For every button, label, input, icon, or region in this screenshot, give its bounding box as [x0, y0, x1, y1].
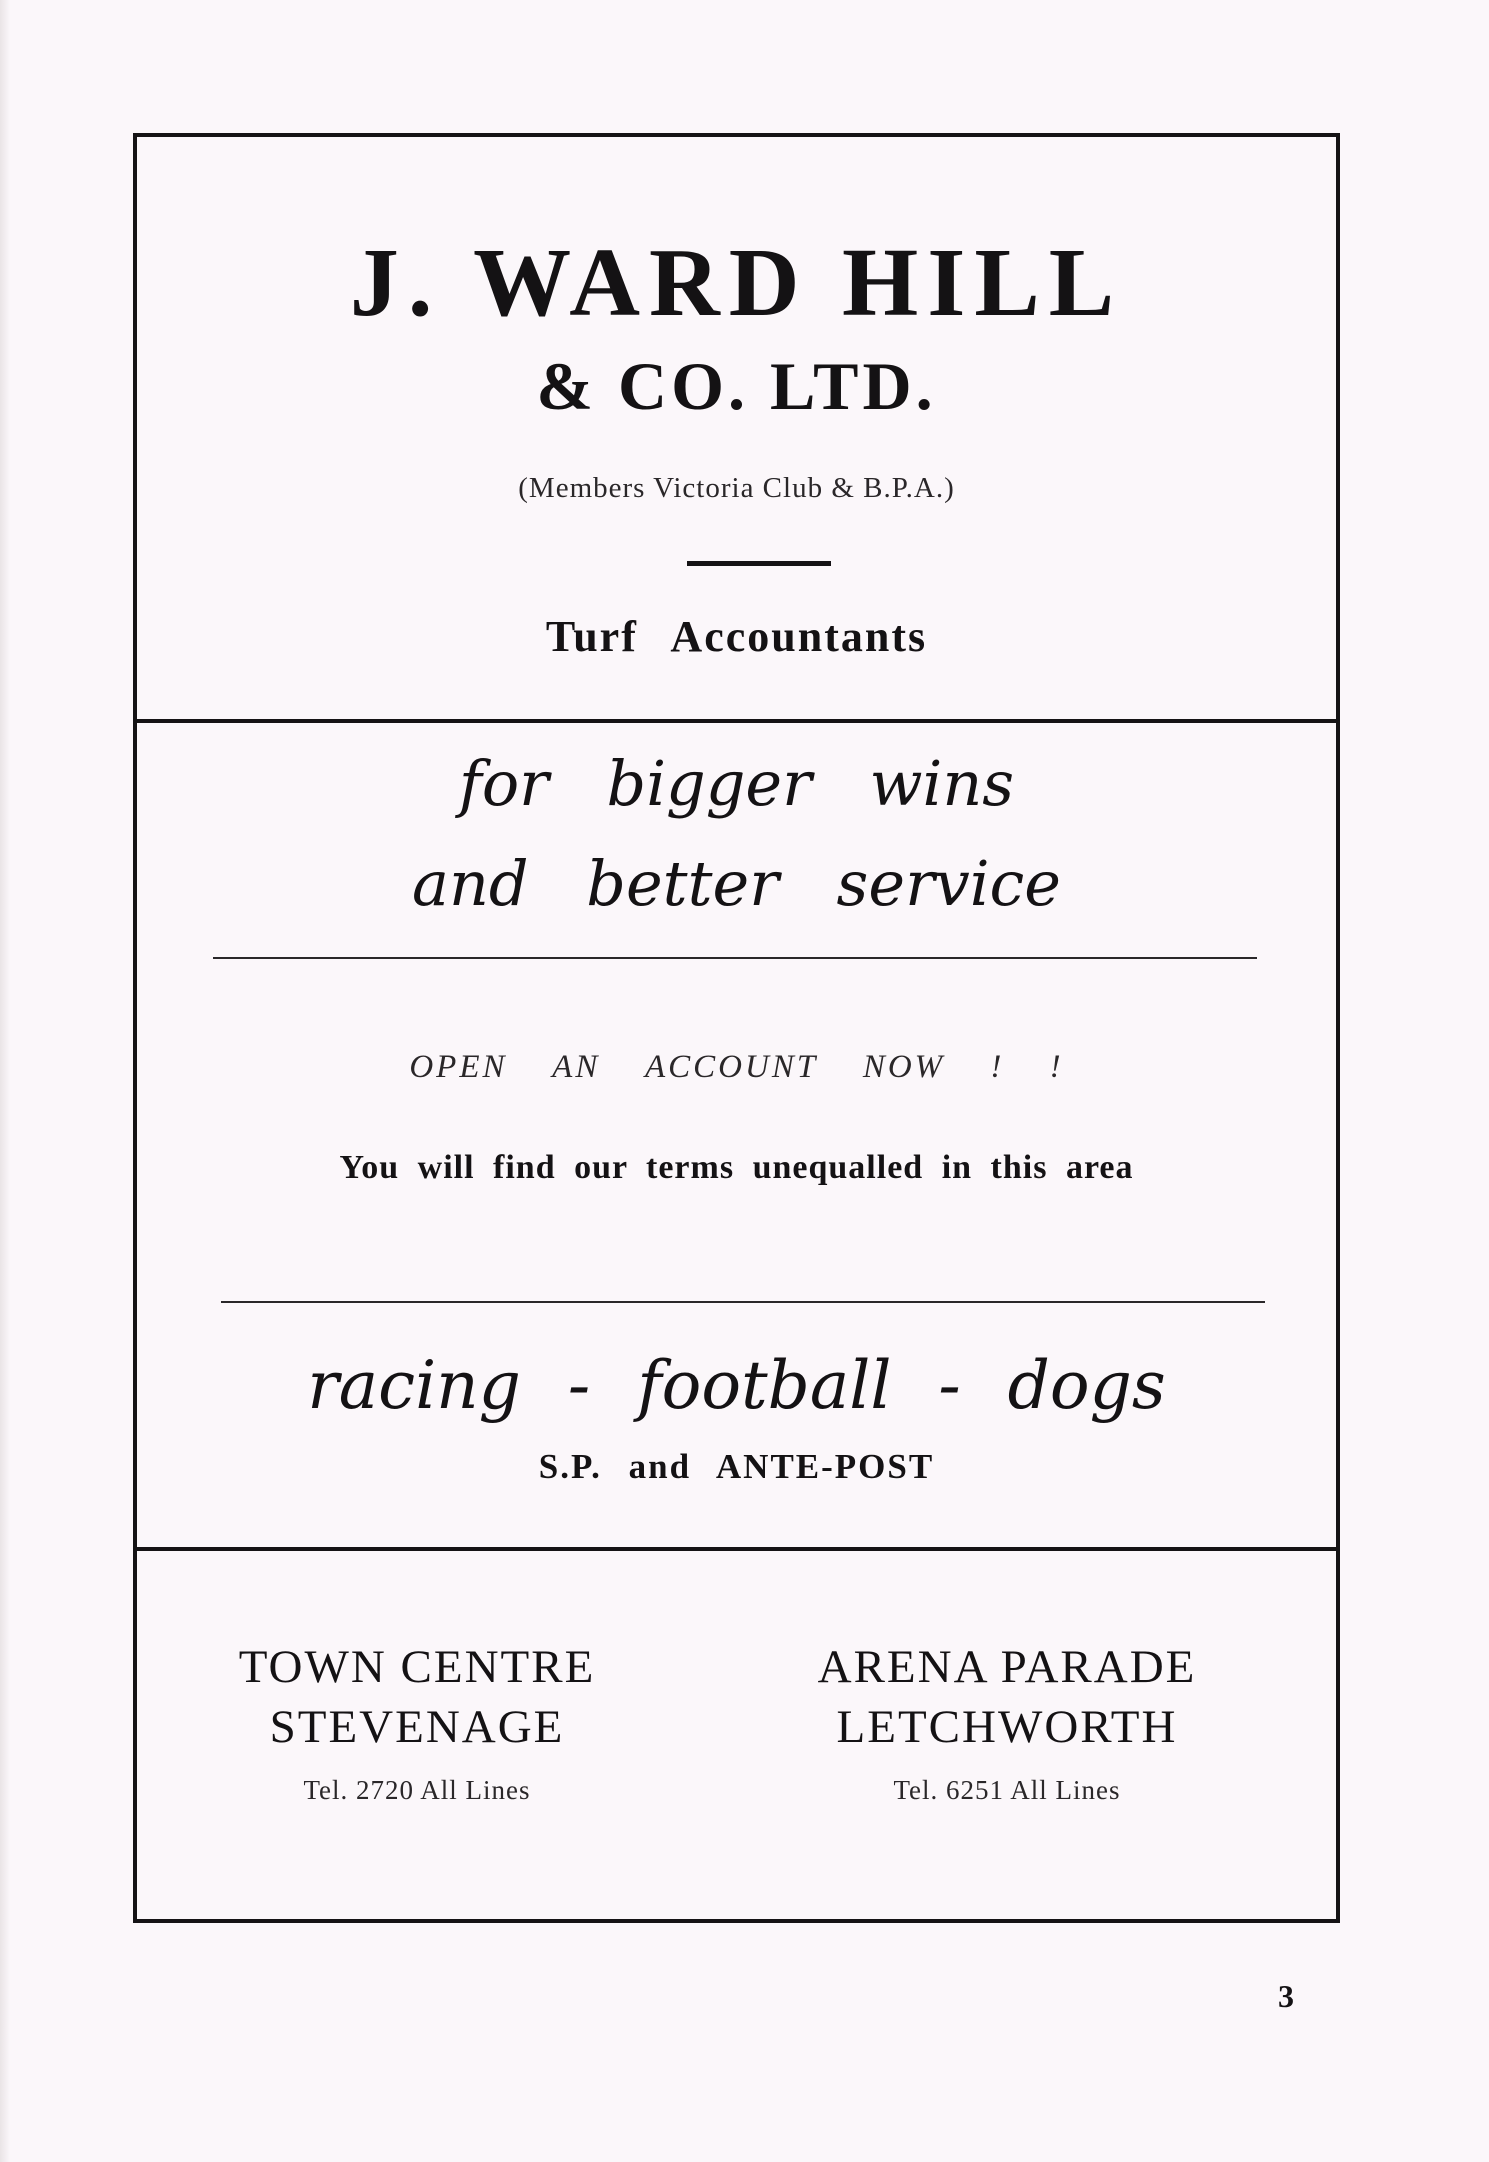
location-telephone: Tel. 2720 All Lines	[303, 1775, 531, 1805]
page-binding-edge	[0, 0, 10, 2162]
call-to-action: OPEN AN ACCOUNT NOW ! !	[409, 1049, 1064, 1085]
location-letchworth	[727, 1637, 1287, 1806]
thin-rule-2	[221, 1301, 1265, 1303]
header-short-rule	[687, 561, 831, 566]
thin-rule-1	[213, 957, 1257, 959]
location-name: TOWN CENTRE	[238, 1641, 596, 1693]
company-name: J. WARD HILL	[349, 229, 1124, 337]
location-town: STEVENAGE	[269, 1701, 565, 1753]
location-telephone: Tel. 6251 All Lines	[893, 1775, 1121, 1805]
slogan-line-1: for bigger wins	[458, 747, 1015, 820]
section-divider-bottom	[137, 1547, 1336, 1551]
company-suffix: & CO. LTD.	[536, 348, 937, 424]
page-number: 3	[1278, 1978, 1294, 2014]
trade-description: Turf Accountants	[545, 612, 928, 661]
terms-statement: You will find our terms unequalled in this area	[339, 1149, 1134, 1186]
membership-note: (Members Victoria Club & B.P.A.)	[518, 472, 955, 504]
location-town: LETCHWORTH	[836, 1701, 1178, 1753]
section-divider-top	[137, 719, 1336, 723]
advertisement-box	[133, 133, 1340, 1923]
services-line: racing - football - dogs	[307, 1347, 1166, 1424]
location-stevenage	[137, 1637, 697, 1806]
slogan-line-2: and better service	[412, 847, 1061, 920]
bet-types: S.P. and ANTE-POST	[538, 1447, 935, 1486]
location-name: ARENA PARADE	[817, 1641, 1197, 1693]
